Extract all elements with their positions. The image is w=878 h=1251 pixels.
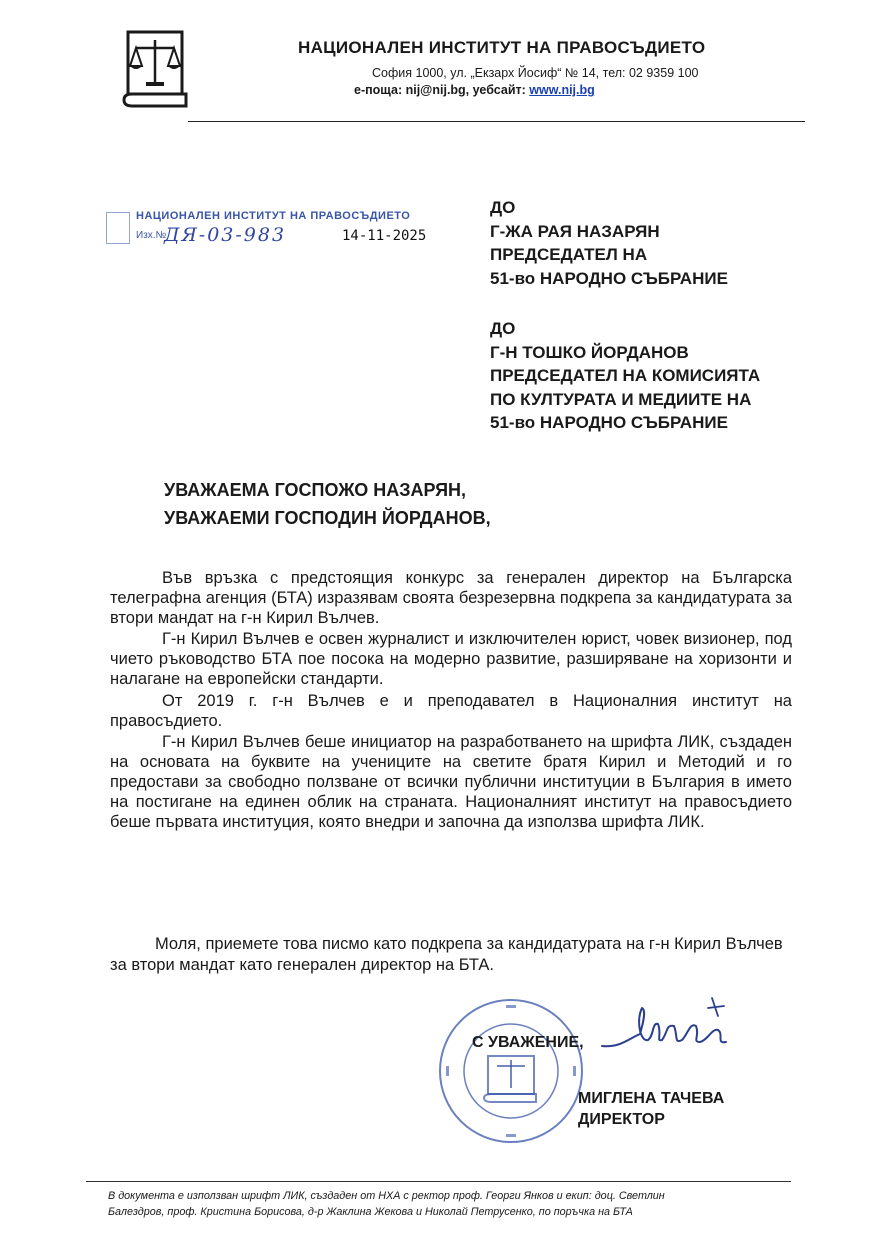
footer-line-2: Балездров, проф. Кристина Борисова, д-р Жаклина Жекова и Николай Петрусенко, по поръчка на БТА xyxy=(108,1206,633,1218)
header-divider xyxy=(188,121,805,122)
recipient-to: ДО xyxy=(490,198,516,217)
contacts-email: е-поща: nij@nij.bg, уебсайт: xyxy=(354,83,530,97)
body-paragraph: Г-н Кирил Вълчев е освен журналист и изключителен юрист, човек визионер, под чието ръководство БТА пое посока на модерно развитие, разширяване на хоризонти и налагане на европейски стандарти. xyxy=(110,630,792,689)
recipient-line: 51-во НАРОДНО СЪБРАНИЕ xyxy=(490,413,728,433)
body-paragraph: Във връзка с предстоящия конкурс за генерален директор на Българска телеграфна агенция (БТА) изразявам своята безрезервна подкрепа за кандидатурата за втори мандат на г-н Кирил Вълчев. xyxy=(110,569,792,628)
handwritten-signature xyxy=(600,990,750,1070)
website-link[interactable]: www.nij.bg xyxy=(529,83,595,97)
registration-number: ДЯ-03-983 xyxy=(164,224,287,246)
signatory-title: ДИРЕКТОР xyxy=(578,1111,665,1128)
organization-name: НАЦИОНАЛЕН ИНСТИТУТ НА ПРАВОСЪДИЕТО xyxy=(298,38,706,57)
stamp-title: НАЦИОНАЛЕН ИНСТИТУТ НА ПРАВОСЪДИЕТО xyxy=(136,210,411,222)
salutation-line-1: УВАЖАЕМА ГОСПОЖО НАЗАРЯН, xyxy=(164,480,467,500)
registration-date: 14-11-2025 xyxy=(342,228,427,244)
closing-regards: С УВАЖЕНИЕ, xyxy=(472,1034,584,1051)
footer-divider xyxy=(86,1181,791,1182)
closing-paragraph xyxy=(110,934,792,975)
recipient-to: ДО xyxy=(490,319,516,338)
recipient-line: ПРЕДСЕДАТЕЛ НА xyxy=(490,245,648,265)
recipient-line: 51-во НАРОДНО СЪБРАНИЕ xyxy=(490,268,728,288)
official-seal xyxy=(436,996,586,1146)
body-paragraph: Г-н Кирил Вълчев беше инициатор на разработването на шрифта ЛИК, създаден на основата на буквите на учениците на светите братя Кирил и Методий и го предостави за свободно ползване от всички публични институции в България в името на постигане на единен облик на страната. Националният институт на правосъдието беше първата институция, която внедри и започна да използва шрифта ЛИК. xyxy=(110,732,792,832)
recipient-line: ПРЕДСЕДАТЕЛ НА КОМИСИЯТА xyxy=(490,366,761,386)
organization-contacts xyxy=(354,83,595,97)
signatory-name: МИГЛЕНА ТАЧЕВА xyxy=(578,1090,725,1107)
recipient-line: Г-ЖА РАЯ НАЗАРЯН xyxy=(490,221,660,241)
letter-body xyxy=(110,568,792,833)
body-paragraph: От 2019 г. г-н Вълчев е и преподавател в Националния институт на правосъдието. xyxy=(110,691,792,730)
footer-line-1: В документа е използван шрифт ЛИК, създаден от НХА с ректор проф. Георги Янков и екип: доц. Светлин xyxy=(108,1190,665,1202)
registration-stamp xyxy=(106,208,436,260)
organization-address: София 1000, ул. „Екзарх Йосиф“ № 14, тел: 02 9359 100 xyxy=(372,66,699,80)
recipient-line: ПО КУЛТУРАТА И МЕДИИТЕ НА xyxy=(490,389,752,409)
salutation xyxy=(164,476,491,532)
scales-of-justice-icon xyxy=(120,28,190,110)
stamp-number-prefix: Изх.№ xyxy=(136,230,167,241)
stamp-emblem-icon xyxy=(106,212,130,244)
footer-note xyxy=(108,1188,760,1220)
recipient-line: Г-Н ТОШКО ЙОРДАНОВ xyxy=(490,342,689,362)
salutation-line-2: УВАЖАЕМИ ГОСПОДИН ЙОРДАНОВ, xyxy=(164,508,491,528)
recipient-block-1 xyxy=(490,196,728,290)
recipient-block-2 xyxy=(490,317,760,435)
closing-text: Моля, приемете това писмо като подкрепа за кандидатурата на г-н Кирил Вълчев за втори мандат като генерален директор на БТА. xyxy=(110,935,783,974)
